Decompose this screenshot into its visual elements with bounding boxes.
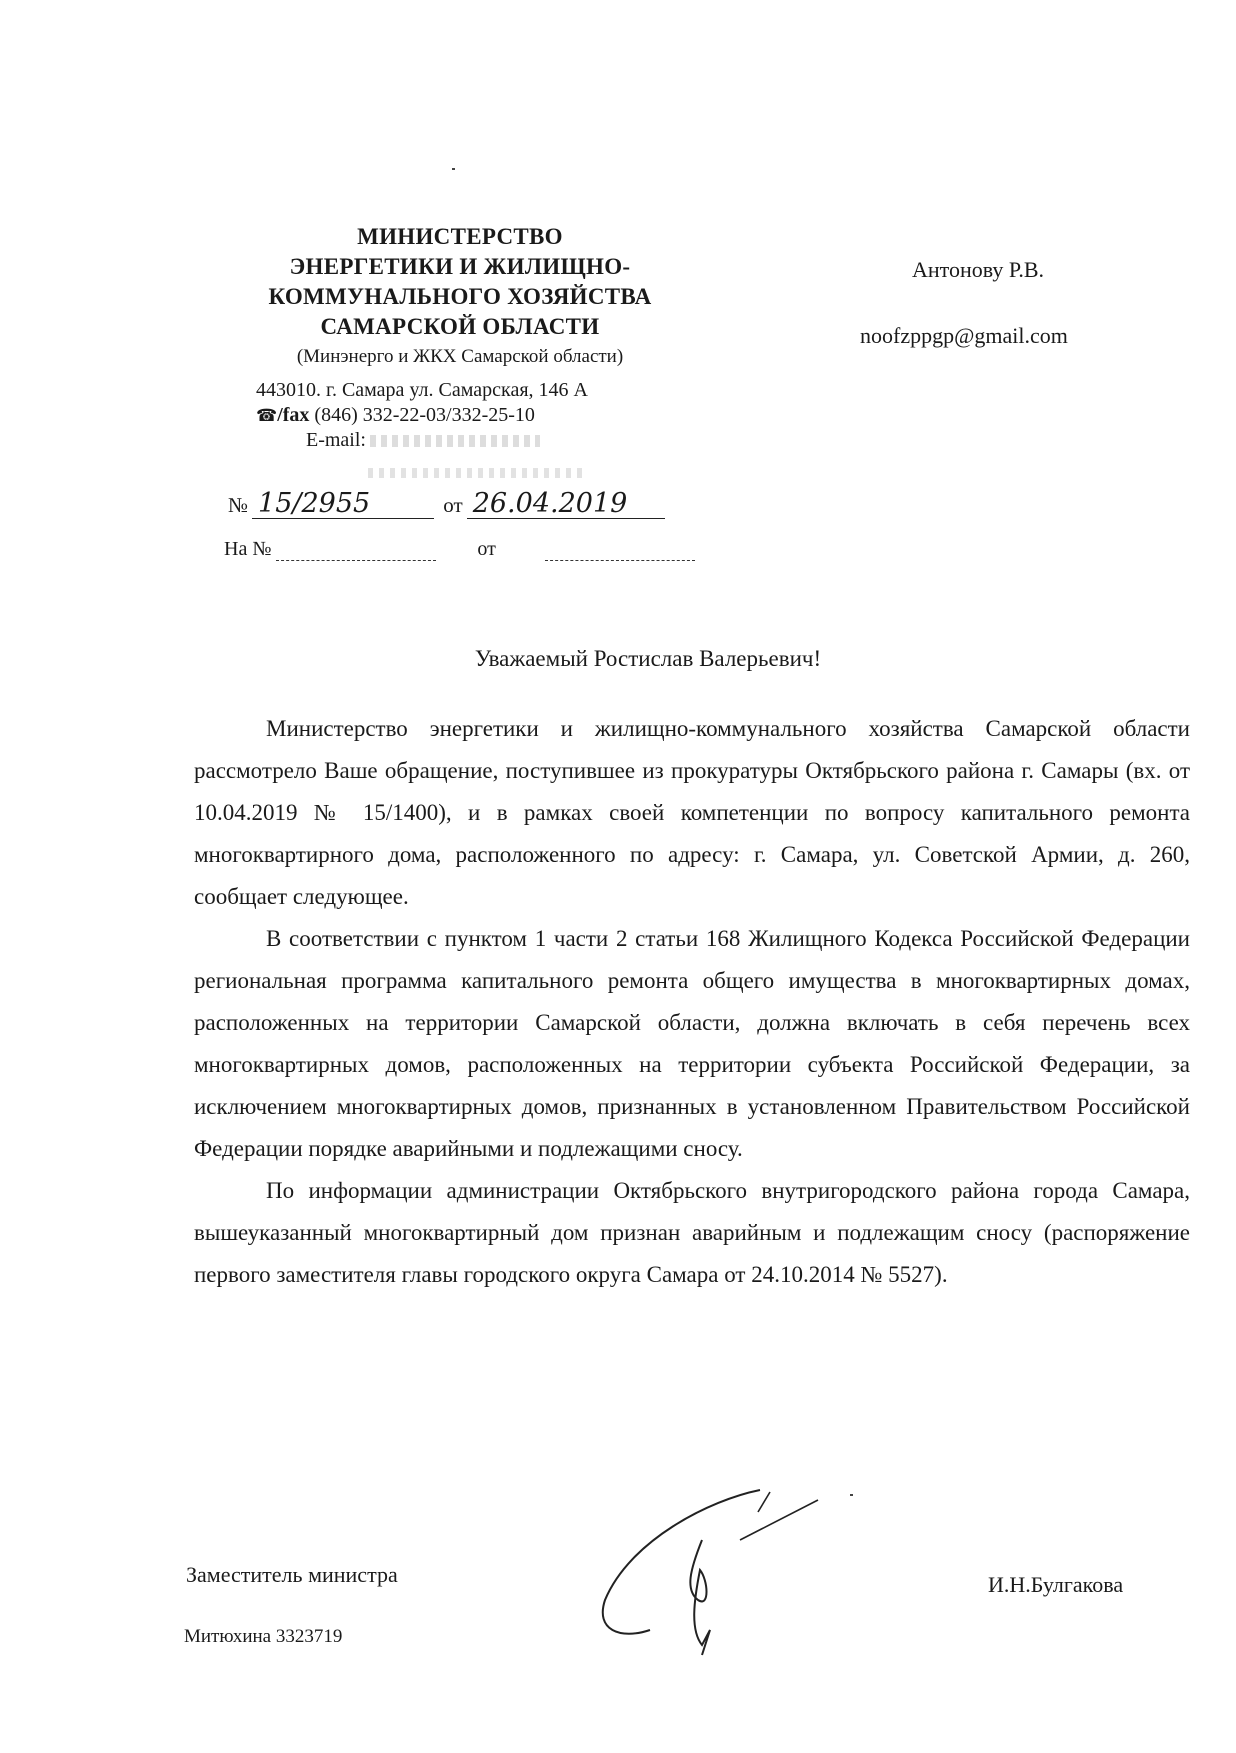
body-paragraph: По информации администрации Октябрьского внутригородского района города Самара, вышеуказанный многоквартирный дом признан аварийным и подлежащим сносу (распоряжение первого заместителя главы городского округа Самара от 24.10.2014 № 5527).: [194, 1178, 1190, 1287]
body-paragraph: В соответствии с пунктом 1 части 2 статьи 168 Жилищного Кодекса Российской Федерации региональная программа капитального ремонта общего имущества в многоквартирных домах, расположенных на территории Самарской области, должна включать в себя перечень всех многоквартирных домов, расположенных на территории субъекта Российской Федерации, за исключением многоквартирных домов, признанных в установленном Правительством Российской Федерации порядке аварийными и подлежащими сносу.: [194, 926, 1190, 1161]
reply-number-blank: [276, 542, 436, 561]
addressee-email: noofzppgp@gmail.com: [860, 323, 1068, 348]
reply-number-row: [224, 538, 695, 561]
body-paragraph: Министерство энергетики и жилищно-коммунального хозяйства Самарской области рассмотрело Ваше обращение, поступившее из прокуратуры Октябрьского района г. Самары (вх. от 10.04.2019 № 15/1400), и в рамках своей компетенции по вопросу капитального ремонта многоквартирного дома, расположенного по адресу: г. Самара, ул. Советской Армии, д. 260, сообщает следующее.: [194, 716, 1190, 909]
number-label: №: [228, 493, 249, 517]
phone-line: [256, 403, 676, 428]
addressee-block: [860, 254, 1068, 352]
letter-body: [194, 708, 1190, 1296]
email-line: [256, 428, 676, 453]
scan-speck: [850, 1494, 853, 1496]
ministry-contacts: [256, 378, 676, 453]
redacted-text: [368, 468, 588, 478]
ministry-short-name: (Минэнерго и ЖКХ Самарской области): [296, 346, 624, 367]
ministry-name-line: САМАРСКОЙ ОБЛАСТИ: [320, 314, 600, 339]
reply-date-label: от: [477, 538, 496, 560]
date-label: от: [443, 493, 463, 517]
ministry-name-line: КОММУНАЛЬНОГО ХОЗЯЙСТВА: [268, 284, 652, 309]
phone-number: (846) 332-22-03/332-25-10: [309, 404, 535, 426]
telephone-icon: ☎: [256, 406, 278, 425]
fax-label: /fax: [277, 404, 310, 426]
outgoing-number-row: [224, 490, 665, 519]
reply-label: На №: [224, 538, 272, 560]
signatory-name: И.Н.Булгакова: [988, 1572, 1124, 1597]
salutation: Уважаемый Ростислав Валерьевич!: [474, 646, 822, 671]
reply-date-blank: [545, 542, 695, 561]
outgoing-date: 26.04.2019: [467, 490, 665, 519]
addressee-name: Антонову Р.В.: [912, 257, 1045, 282]
redacted-email: [370, 435, 540, 447]
ministry-address: 443010. г. Самара ул. Самарская, 146 А: [256, 379, 588, 401]
ministry-header: [220, 222, 700, 370]
executor-info: Митюхина 3323719: [184, 1626, 343, 1647]
outgoing-number: 15/2955: [252, 490, 434, 519]
signatory-position: Заместитель министра: [186, 1562, 398, 1587]
scan-speck: [452, 168, 455, 170]
handwritten-signature: [590, 1480, 850, 1670]
ministry-name-line: ЭНЕРГЕТИКИ И ЖИЛИЩНО-: [289, 254, 631, 279]
ministry-name-line: МИНИСТЕРСТВО: [357, 224, 563, 249]
email-label: E-mail:: [306, 429, 366, 451]
